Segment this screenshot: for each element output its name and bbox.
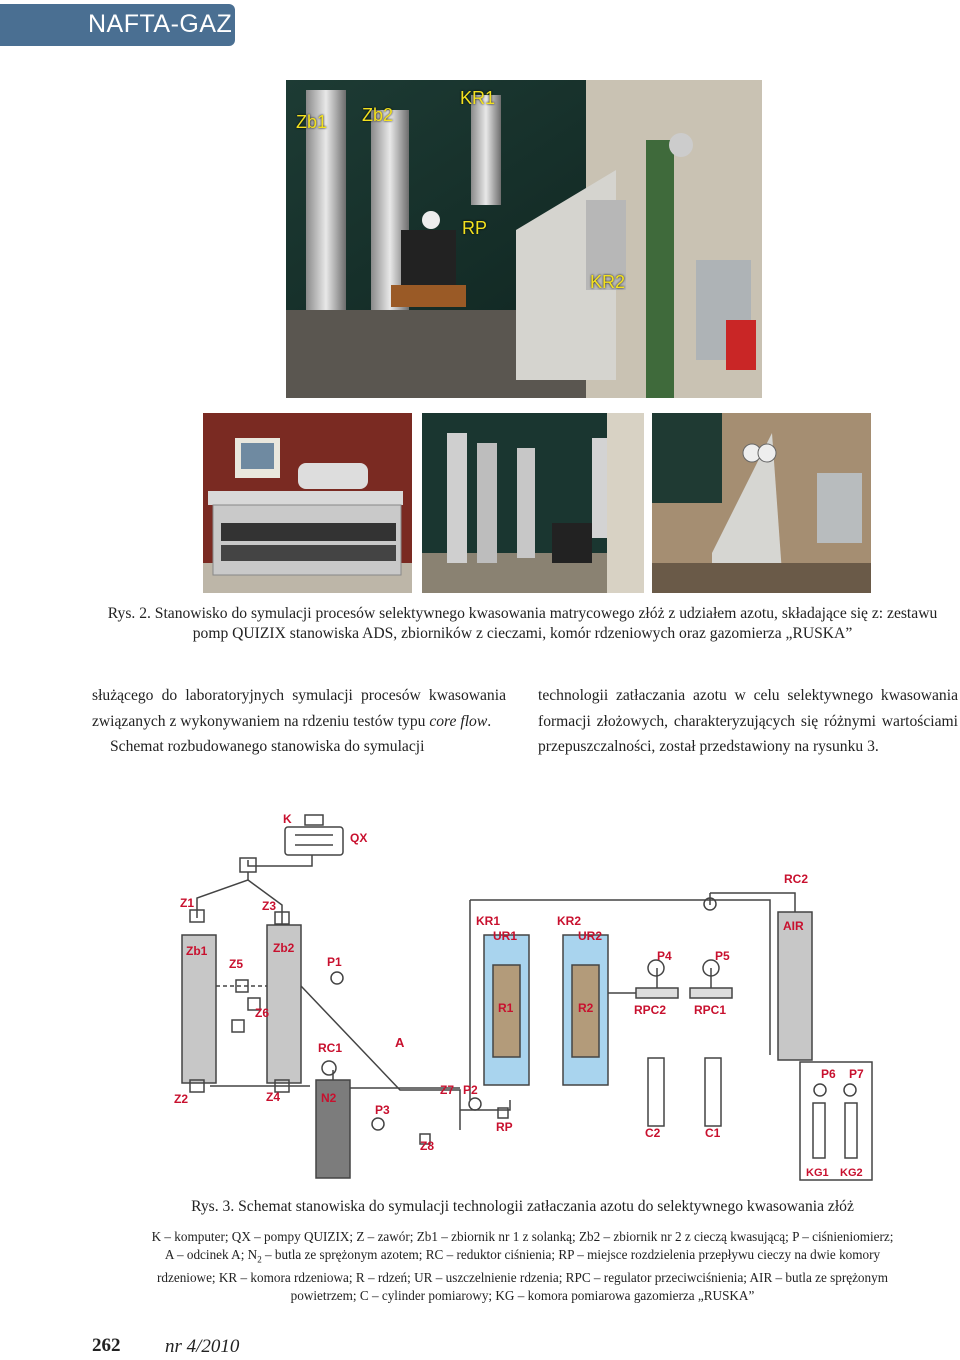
photo-label-kr1: KR1 <box>460 88 496 108</box>
diagram-label-z7: Z7 <box>440 1083 455 1097</box>
diagram-label-p4: P4 <box>657 949 672 963</box>
body-right-paragraph-1: technologii zatłaczania azotu w celu selektywnego kwasowania formacji złożowych, charakteryzujących się różnymi wartościami przepuszczalności, został przedstawiony na rysunku 3. <box>538 687 958 755</box>
diagram-label-qx: QX <box>350 831 368 845</box>
diagram-label-z6: Z6 <box>255 1006 270 1020</box>
diagram-label-p2: P2 <box>463 1083 478 1097</box>
body-left-column <box>92 683 506 760</box>
page-number: 262 <box>92 1335 121 1356</box>
photo-label-rp: RP <box>462 218 488 238</box>
core-flow-term: core flow <box>429 712 488 730</box>
figure3-caption: Rys. 3. Schemat stanowiska do symulacji technologii zatłaczania azotu do selektywnego kwasowania złóż <box>191 1198 854 1215</box>
diagram-label-p7: P7 <box>849 1067 864 1081</box>
diagram-label-kg2: KG2 <box>840 1167 863 1179</box>
diagram-label-kg1: KG1 <box>806 1167 829 1179</box>
photo-bottom-right <box>652 413 871 593</box>
photo-bottom-middle <box>422 413 644 593</box>
diagram-label-rc2: RC2 <box>784 872 809 886</box>
photo-bottom-left <box>203 413 412 593</box>
legend-line-4: powietrzem; C – cylinder pomiarowy; KG – komora pomiarowa gazomierza „RUSKA” <box>290 1287 755 1303</box>
diagram-label-r1: R1 <box>498 1001 514 1015</box>
diagram-label-p3: P3 <box>375 1103 390 1117</box>
figure2-caption: Rys. 2. Stanowisko do symulacji procesów selektywnego kwasowania matrycowego złóż z udziałem azotu, składające się z: zestawu pomp QUIZIX stanowiska ADS, zbiorników z cieczami, komór rdzeniowych oraz gazomierza „RUSKA” <box>107 605 938 642</box>
diagram-label-p1: P1 <box>327 955 342 969</box>
diagram-label-z1: Z1 <box>180 896 195 910</box>
diagram-label-ur1: UR1 <box>493 929 518 943</box>
figure3-schematic <box>160 805 880 1190</box>
photo-label-kr2: KR2 <box>590 272 626 292</box>
diagram-label-ur2: UR2 <box>578 929 603 943</box>
diagram-label-rp: RP <box>496 1120 513 1134</box>
diagram-label-air: AIR <box>783 919 804 933</box>
diagram-label-z2: Z2 <box>174 1092 189 1106</box>
diagram-label-z5: Z5 <box>229 957 244 971</box>
body-right-column <box>538 683 958 760</box>
diagram-label-kr2: KR2 <box>557 914 582 928</box>
issue-number: nr 4/2010 <box>165 1336 240 1357</box>
photo-label-zb1: Zb1 <box>296 112 328 132</box>
photo-label-zb2: Zb2 <box>362 105 394 125</box>
diagram-label-k: K <box>283 812 292 826</box>
diagram-label-z4: Z4 <box>266 1090 281 1104</box>
diagram-label-rpc2: RPC2 <box>634 1003 667 1017</box>
diagram-label-n2: N2 <box>321 1091 337 1105</box>
diagram-label-z8: Z8 <box>420 1139 435 1153</box>
diagram-label-zb1: Zb1 <box>186 944 208 958</box>
diagram-label-z3: Z3 <box>262 899 277 913</box>
body-left-paragraph-2: Schemat rozbudowanego stanowiska do symulacji <box>110 738 425 755</box>
diagram-label-rc1: RC1 <box>318 1041 343 1055</box>
legend-line-1: K – komputer; QX – pompy QUIZIX; Z – zawór; Zb1 – zbiornik nr 1 z solanką; Zb2 – zbiornik nr 2 z cieczą kwasującą; P – ciśnieniomierz; <box>151 1229 894 1244</box>
diagram-label-kr1: KR1 <box>476 914 501 928</box>
diagram-label-a: A <box>395 1035 405 1050</box>
body-left-paragraph-1: służącego do laboratoryjnych symulacji procesów kwasowania związanych z wykonywaniem na rdzeniu testów typu core flow. <box>92 687 506 730</box>
diagram-label-p5: P5 <box>715 949 730 963</box>
diagram-label-zb2: Zb2 <box>273 941 295 955</box>
legend-line-3: rdzeniowe; KR – komora rdzeniowa; R – rdzeń; UR – uszczelnienie rdzenia; RPC – regulator przeciwciśnienia; AIR – butla ze sprężonym <box>157 1269 888 1285</box>
diagram-label-rpc1: RPC1 <box>694 1003 727 1017</box>
journal-title: NAFTA-GAZ <box>88 10 233 38</box>
figure3-legend <box>95 1228 950 1305</box>
diagram-label-c2: C2 <box>645 1126 661 1140</box>
photo-top <box>286 80 762 398</box>
diagram-label-p6: P6 <box>821 1067 836 1081</box>
diagram-label-r2: R2 <box>578 1001 594 1015</box>
legend-line-2: A – odcinek A; $N_2$ – butla ze sprężonym azotem; RC – reduktor ciśnienia; RP – miejsce rozdzielenia przepływu cieczy na dwie komory <box>164 1247 881 1265</box>
diagram-label-c1: C1 <box>705 1126 721 1140</box>
